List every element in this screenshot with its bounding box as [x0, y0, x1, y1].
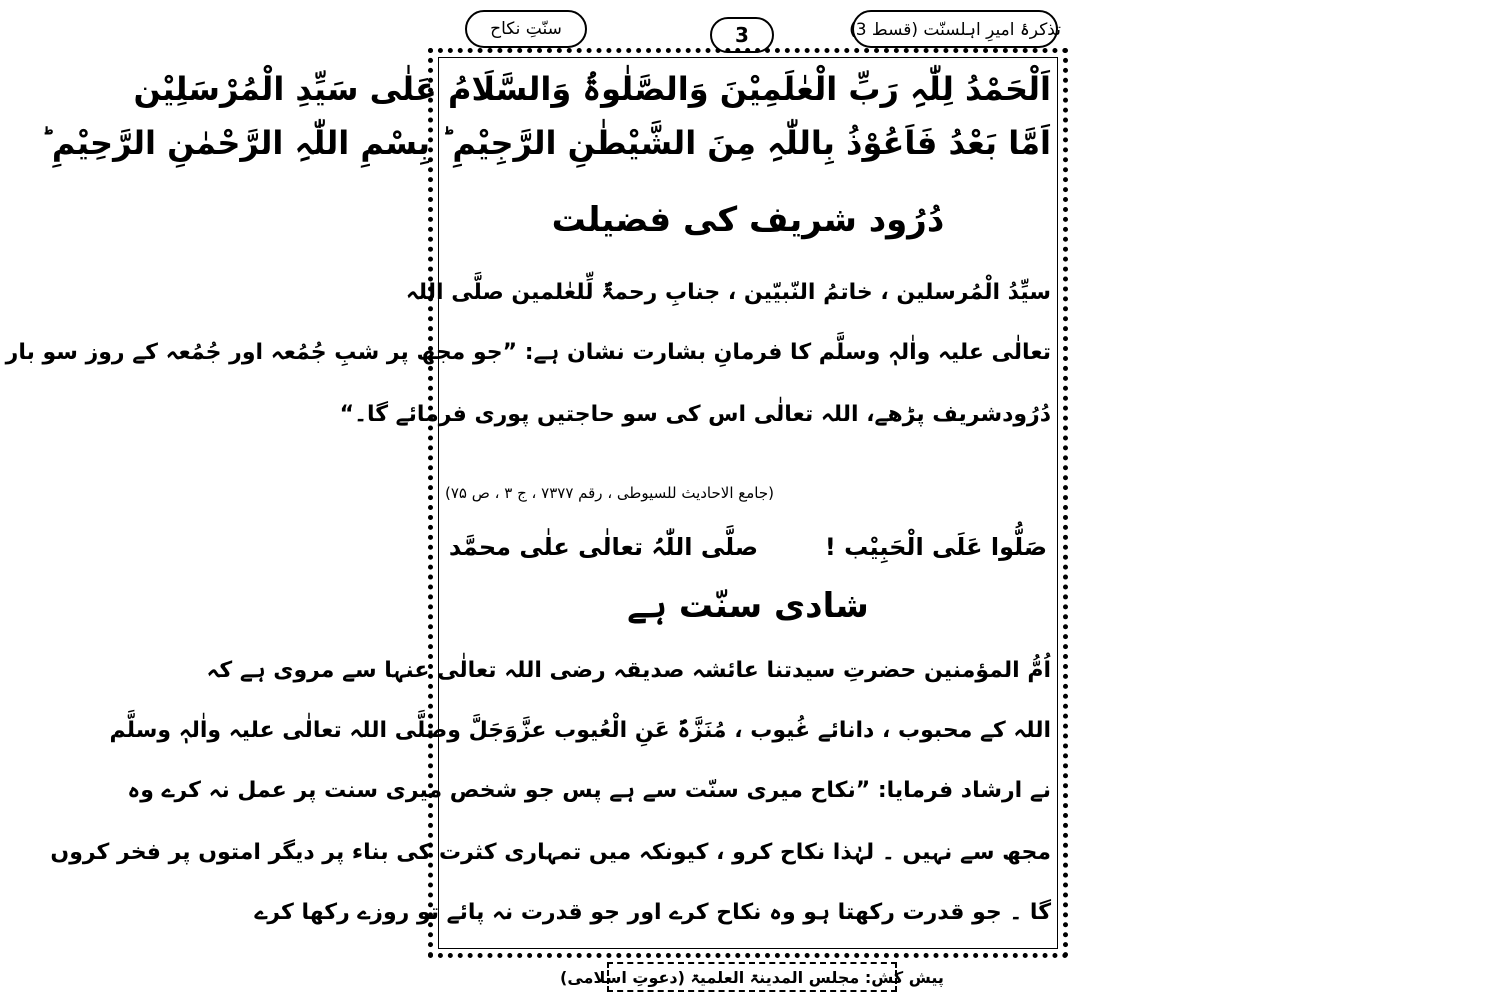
paragraph-line: تعالٰی علیہ واٰلہٖ وسلَّم کا فرمانِ بشارت نشان ہے: ”جو مجھ پر شبِ جُمُعہ اور جُمُعہ کے روز سو بار [5, 340, 1051, 365]
paragraph-line: سیِّدُ الْمُرسلین ، خاتمُ النّبیّین ، جنابِ رحمۃٌ لِّلعٰلمین صلَّی اللہ [405, 280, 1051, 305]
page-number-badge: 3 [710, 17, 774, 53]
paragraph-line: اُمُّ المؤمنین حضرتِ سیدتنا عائشہ صدیقہ رضی اللہ تعالٰی عنہا سے مروی ہے کہ [206, 658, 1051, 683]
section-heading-nikah: شادی سنّت ہے [627, 586, 869, 626]
inner-border-line [5, 57, 1058, 949]
section-heading-durood: دُرُود شریف کی فضیلت [551, 200, 945, 240]
salutation-line [445, 533, 1051, 561]
publisher-footer: پیش کش: مجلس المدینۃ العلمیۃ (دعوتِ اسلامی) [607, 962, 897, 992]
topic-title-badge: سنّتِ نکاح [465, 10, 587, 48]
paragraph-line: دُرُودشریف پڑھے، اللہ تعالٰی اس کی سو حاجتیں پوری فرمائے گا۔“ [339, 402, 1051, 427]
hadith-reference: (جامع الاحادیث للسیوطی ، رقم ۷۳۷۷ ، ج ۳ ، ص ۷۵) [445, 484, 774, 502]
series-title-badge: تذکرۂ امیرِ اہلسنّت (قسط 3) [852, 10, 1058, 48]
opening-line-1: اَلْحَمْدُ لِلّٰہِ رَبِّ الْعٰلَمِیْنَ وَالصَّلٰوۃُ وَالسَّلَامُ عَلٰی سَیِّدِ الْمُرْسَلِیْن [133, 70, 1051, 108]
paragraph-line: نے ارشاد فرمایا: ”نکاح میری سنّت سے ہے پس جو شخص میری سنت پر عمل نہ کرے وہ [127, 778, 1051, 803]
opening-line-2: اَمَّا بَعْدُ فَاَعُوْذُ بِاللّٰہِ مِنَ الشَّیْطٰنِ الرَّجِیْمِ ؕ بِسْمِ اللّٰہِ الرَّحْمٰنِ الرَّحِیْمِ ؕ [40, 124, 1051, 162]
salutation-right: صَلُّوا عَلَی الْحَبِیْب ! [824, 533, 1048, 561]
paragraph-line: گا ۔ جو قدرت رکھتا ہو وہ نکاح کرے اور جو قدرت نہ پائے تو روزے رکھا کرے [254, 900, 1051, 925]
salutation-left: صلَّی اللّٰہُ تعالٰی علٰی محمَّد [448, 533, 759, 561]
paragraph-line: مجھ سے نہیں ۔ لہٰذا نکاح کرو ، کیونکہ میں تمہاری کثرت کی بناء پر دیگر امتوں پر فخر کروں [50, 840, 1051, 865]
paragraph-line: اللہ کے محبوب ، دانائے غُیوب ، مُنَزَّہٌ عَنِ الْعُیوب عزَّوَجَلَّ وصلَّی اللہ تعالٰی علیہ واٰلہٖ وسلَّم [109, 718, 1051, 743]
